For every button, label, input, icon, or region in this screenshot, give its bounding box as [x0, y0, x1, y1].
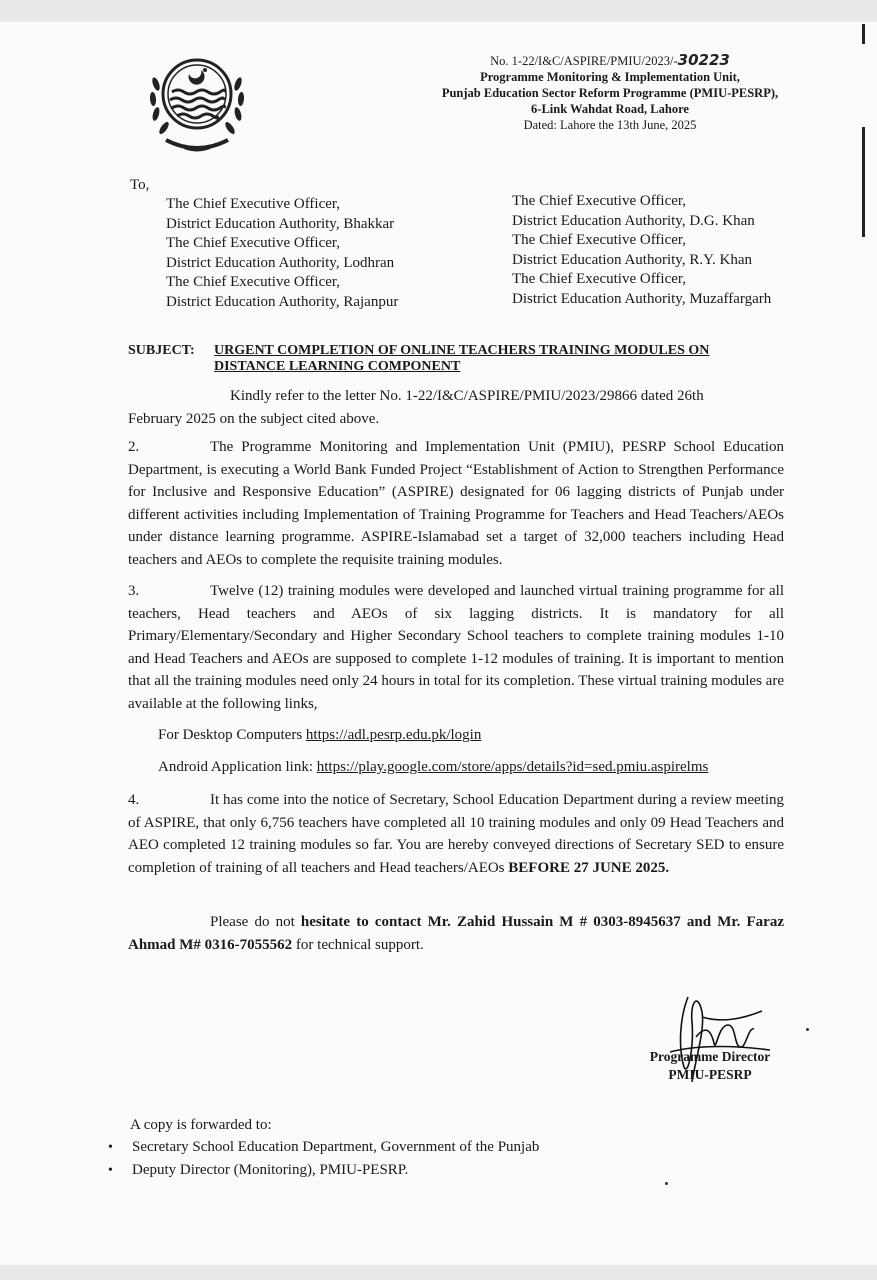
paragraph-4: [128, 789, 784, 879]
programme-name: Punjab Education Sector Reform Programme (PMIU-PESRP),: [441, 86, 779, 100]
paragraph-2: [128, 436, 784, 571]
unit-name: Programme Monitoring & Implementation Unit,: [480, 70, 740, 84]
paragraph-number: 2.: [128, 439, 140, 455]
paragraph-3: [128, 580, 784, 715]
paragraph-1-line2: February 2025 on the subject cited above.: [128, 410, 380, 427]
android-app-link[interactable]: https://play.google.com/store/apps/details?id=sed.pmiu.aspirelms: [316, 759, 709, 775]
list-item: [108, 1159, 539, 1182]
desktop-training-link[interactable]: https://adl.pesrp.edu.pk/login: [305, 727, 482, 743]
list-item: [108, 1136, 539, 1159]
office-address: 6-Link Wahdat Road, Lahore: [531, 102, 689, 116]
paragraph-number: 3.: [128, 583, 140, 599]
addressees-left: [166, 195, 486, 312]
copy-forwarded-label: A copy is forwarded to:: [130, 1117, 272, 1133]
scan-edge-mark: [862, 127, 865, 237]
desktop-link-line: [158, 727, 481, 744]
paragraph-5: [128, 911, 784, 956]
android-link-label: Android Application link:: [158, 759, 313, 775]
addressee-line: District Education Authority, Rajanpur: [166, 293, 399, 310]
subject-label: SUBJECT:: [128, 343, 195, 358]
to-label: To,: [130, 177, 150, 193]
list-item-text: Deputy Director (Monitoring), PMIU-PESRP.: [132, 1162, 409, 1178]
paragraph-2-text: The Programme Monitoring and Implementation Unit (PMIU), PESRP School Education Department, is executing a World Bank Funded Project “Establishment of Action to Strengthen Performance for Inclusive and Responsive Education” (ASPIRE) designated for 06 lagging districts of Punjab under different activities including Implementation of Training Programme for Teachers and Head Teachers/AEOs under distance learning programme. ASPIRE-Islamabad set a target of 32,000 teachers including Head teachers and AEOs to complete the requisite training modules.: [128, 439, 784, 568]
deadline-text: BEFORE 27 JUNE 2025.: [508, 859, 670, 876]
signatory-org: PMIU-PESRP: [668, 1067, 752, 1082]
paragraph-number: 4.: [128, 792, 140, 808]
addressee-line: The Chief Executive Officer,: [512, 193, 687, 209]
addressee-line: District Education Authority, D.G. Khan: [512, 212, 755, 229]
addressee-line: The Chief Executive Officer,: [166, 196, 341, 212]
punjab-government-emblem-icon: [144, 44, 250, 160]
signatory-title: Programme Director: [649, 1049, 771, 1064]
paragraph-5-tail: for technical support.: [295, 936, 424, 953]
addressee-line: The Chief Executive Officer,: [166, 235, 341, 251]
subject-block: [128, 343, 778, 375]
scan-speck: [665, 1182, 668, 1185]
letterhead: [400, 52, 820, 133]
reference-number-printed: No. 1-22/I&C/ASPIRE/PMIU/2023/-: [490, 54, 678, 68]
subject-title-line2: DISTANCE LEARNING COMPONENT: [214, 359, 461, 374]
android-link-line: [158, 759, 708, 776]
scan-edge-mark: [862, 24, 865, 44]
addressee-line: District Education Authority, R.Y. Khan: [512, 251, 752, 268]
addressee-line: The Chief Executive Officer,: [512, 271, 687, 287]
addressee-line: District Education Authority, Bhakkar: [166, 215, 395, 232]
scan-speck: [806, 1028, 809, 1031]
reference-number-handwritten: 30223: [677, 51, 730, 69]
paragraph-4-text: It has come into the notice of Secretary, School Education Department during a review meeting of ASPIRE, that only 6,756 teachers have completed all 10 training modules and only 09 Head Teachers and AEO completed 12 training modules so far. You are hereby conveyed directions of Secretary SED to ensure completion of training of all teachers and Head teachers/AEOs: [128, 792, 784, 876]
list-item-text: Secretary School Education Department, Government of the Punjab: [132, 1139, 540, 1155]
addressee-line: District Education Authority, Muzaffargarh: [512, 290, 772, 307]
reference-number: [400, 52, 820, 69]
paragraph-1-line1: Kindly refer to the letter No. 1-22/I&C/ASPIRE/PMIU/2023/29866 dated 26th: [230, 388, 704, 404]
signature-block: [630, 1048, 790, 1084]
paragraph-1: [128, 385, 784, 430]
paragraph-5-lead: Please do not: [210, 914, 295, 930]
addressee-line: District Education Authority, Lodhran: [166, 254, 395, 271]
addressee-line: The Chief Executive Officer,: [512, 232, 687, 248]
copy-forwarded-list: [108, 1136, 539, 1182]
contact-details: hesitate to contact Mr. Zahid Hussain M # 0303-8945637 and Mr. Faraz Ahmad M# 0316-7055562: [128, 914, 784, 953]
paragraph-3-text: Twelve (12) training modules were developed and launched virtual training programme for all teachers, Head teachers and AEOs of six lagging districts. It is mandatory for all Primary/Elementary/Secondary and Higher Secondary School teachers to complete training modules 1-10 and Head Teachers and AEOs are supposed to complete 1-12 modules of training. It is important to mention that all the training modules need only 24 hours in total for its completion. These virtual training modules are available at the following links,: [128, 583, 784, 712]
addressees-right: [512, 192, 842, 309]
addressee-line: The Chief Executive Officer,: [166, 274, 341, 290]
letter-page: [0, 22, 877, 1265]
desktop-link-label: For Desktop Computers: [158, 727, 303, 743]
subject-title-line1: URGENT COMPLETION OF ONLINE TEACHERS TRAINING MODULES ON: [214, 343, 710, 358]
letter-date: Dated: Lahore the 13th June, 2025: [523, 118, 697, 132]
